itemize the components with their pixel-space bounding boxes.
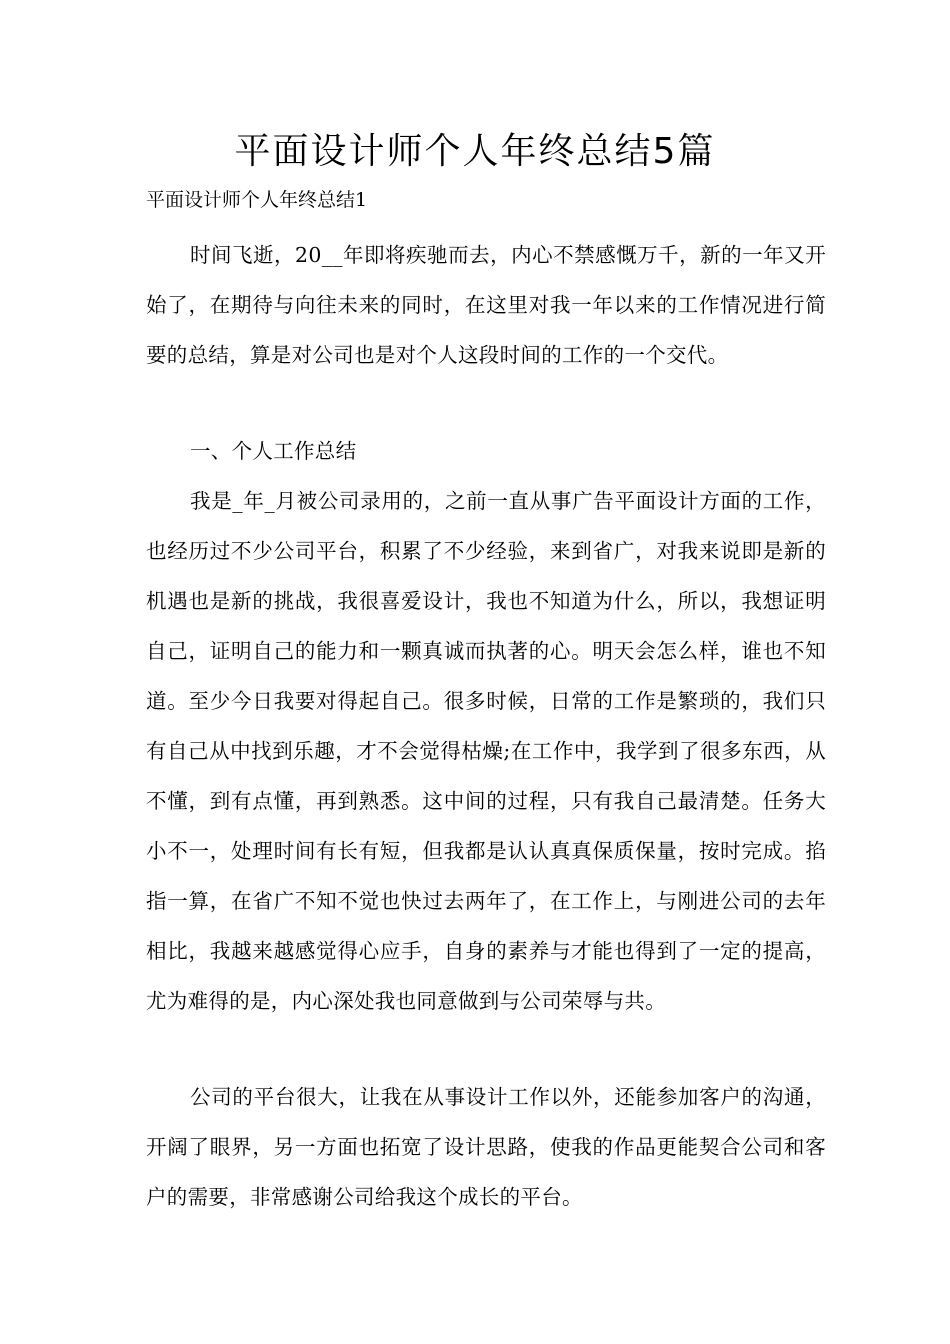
paragraph-work-summary: 我是_年_月被公司录用的，之前一直从事广告平面设计方面的工作，也经历过不少公司平台，积累了不少经验，来到省广，对我来说即是新的机遇也是新的挑战，我很喜爱设计，我也不知道为什么，所以，我想证明自己，证明自己的能力和一颗真诚而执著的心。明天会怎么样，谁也不知道。至少今日我要对得起自己。很多时候，日常的工作是繁琐的，我们只有自己从中找到乐趣，才不会觉得枯燥;在工作中，我学到了很多东西，从不懂，到有点懂，再到熟悉。这中间的过程，只有我自己最清楚。任务大小不一，处理时间有长有短，但我都是认认真真保质保量，按时完成。掐指一算，在省广不知不觉也快过去两年了，在工作上，与刚进公司的去年相比，我越来越感觉得心应手，自身的素养与才能也得到了一定的提高，尤为难得的是，内心深处我也同意做到与公司荣辱与共。 xyxy=(146,489,826,1013)
document-subtitle: 平面设计师个人年终总结1 xyxy=(146,189,368,211)
paragraph-intro: 时间飞逝，20__年即将疾驰而去，内心不禁感慨万千，新的一年又开始了，在期待与向往未来的同时，在这里对我一年以来的工作情况进行简要的总结，算是对公司也是对个人这段时间的工作的一个交代。 xyxy=(146,243,826,367)
paragraph-platform: 公司的平台很大，让我在从事设计工作以外，还能参加客户的沟通，开阔了眼界，另一方面也拓宽了设计思路，使我的作品更能契合公司和客户的需要，非常感谢公司给我这个成长的平台。 xyxy=(146,1085,826,1209)
section-heading: 一、个人工作总结 xyxy=(190,439,357,463)
document-title: 平面设计师个人年终总结5篇 xyxy=(234,131,716,172)
